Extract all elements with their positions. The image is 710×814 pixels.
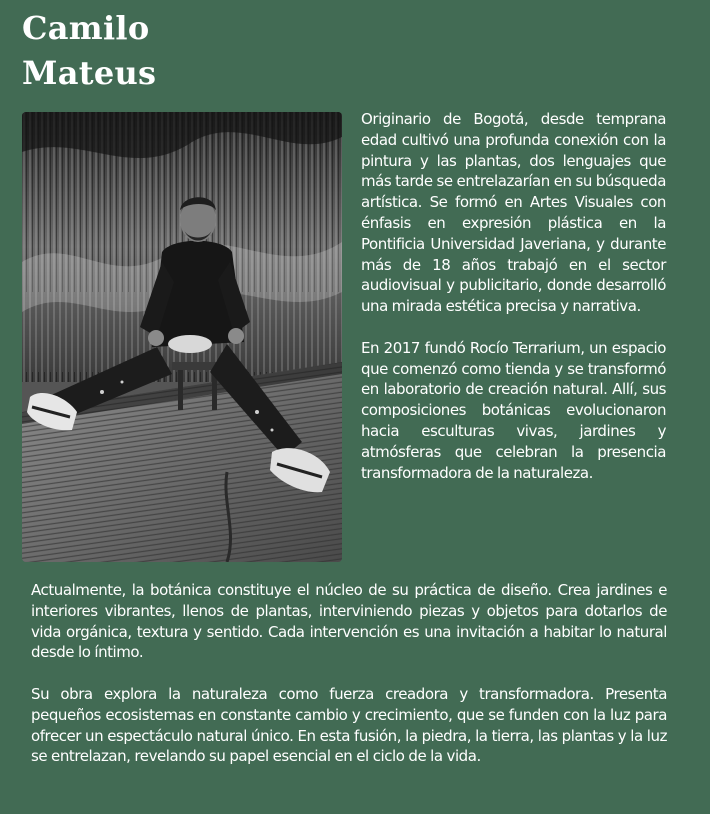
artist-photo bbox=[22, 112, 342, 562]
bio-paragraph-work: Su obra explora la naturaleza como fuerza creadora y transformadora. Presenta pequeños ecosistemas en constante cambio y crecimiento, que se funden con la luz para ofrecer un espectáculo natural único. En esta fusión, la piedra, la tierra, las plantas y la luz se entrelazan, revelando su papel esencial en el ciclo de la vida. bbox=[31, 684, 667, 766]
bio-paragraph-practice: Actualmente, la botánica constituye el núcleo de su práctica de diseño. Crea jardines e interiores vibrantes, llenos de plantas, interviniendo piezas y objetos para dotarlos de vida orgánica, textura y sentido. Cada intervención es una invitación a habitar lo natural desde lo íntimo. bbox=[31, 581, 667, 662]
page-title bbox=[22, 6, 156, 96]
title-first-name: Camilo bbox=[22, 9, 150, 47]
artist-portrait-icon bbox=[22, 112, 342, 562]
bio-column bbox=[361, 109, 666, 483]
bio-paragraph-terrarium: En 2017 fundó Rocío Terrarium, un espacio que comenzó como tienda y se transformó en laboratorio de creación natural. Allí, sus composiciones botánicas evolucionaron hacia esculturas vivas, jardines y atmósferas que celebran la presencia transformadora de la naturaleza. bbox=[361, 338, 666, 482]
title-last-name: Mateus bbox=[22, 54, 157, 92]
bio-full-width bbox=[31, 580, 667, 767]
bio-paragraph-origin: Originario de Bogotá, desde temprana edad cultivó una profunda conexión con la pintura y las plantas, dos lenguajes que más tarde se entrelazarían en su búsqueda artística. Se formó en Artes Visuales con énfasis en expresión plástica en la Pontificia Universidad Javeriana, y durante más de 18 años trabajó en el sector audiovisual y publicitario, donde desarrolló una mirada estética precisa y narrativa. bbox=[361, 110, 666, 316]
